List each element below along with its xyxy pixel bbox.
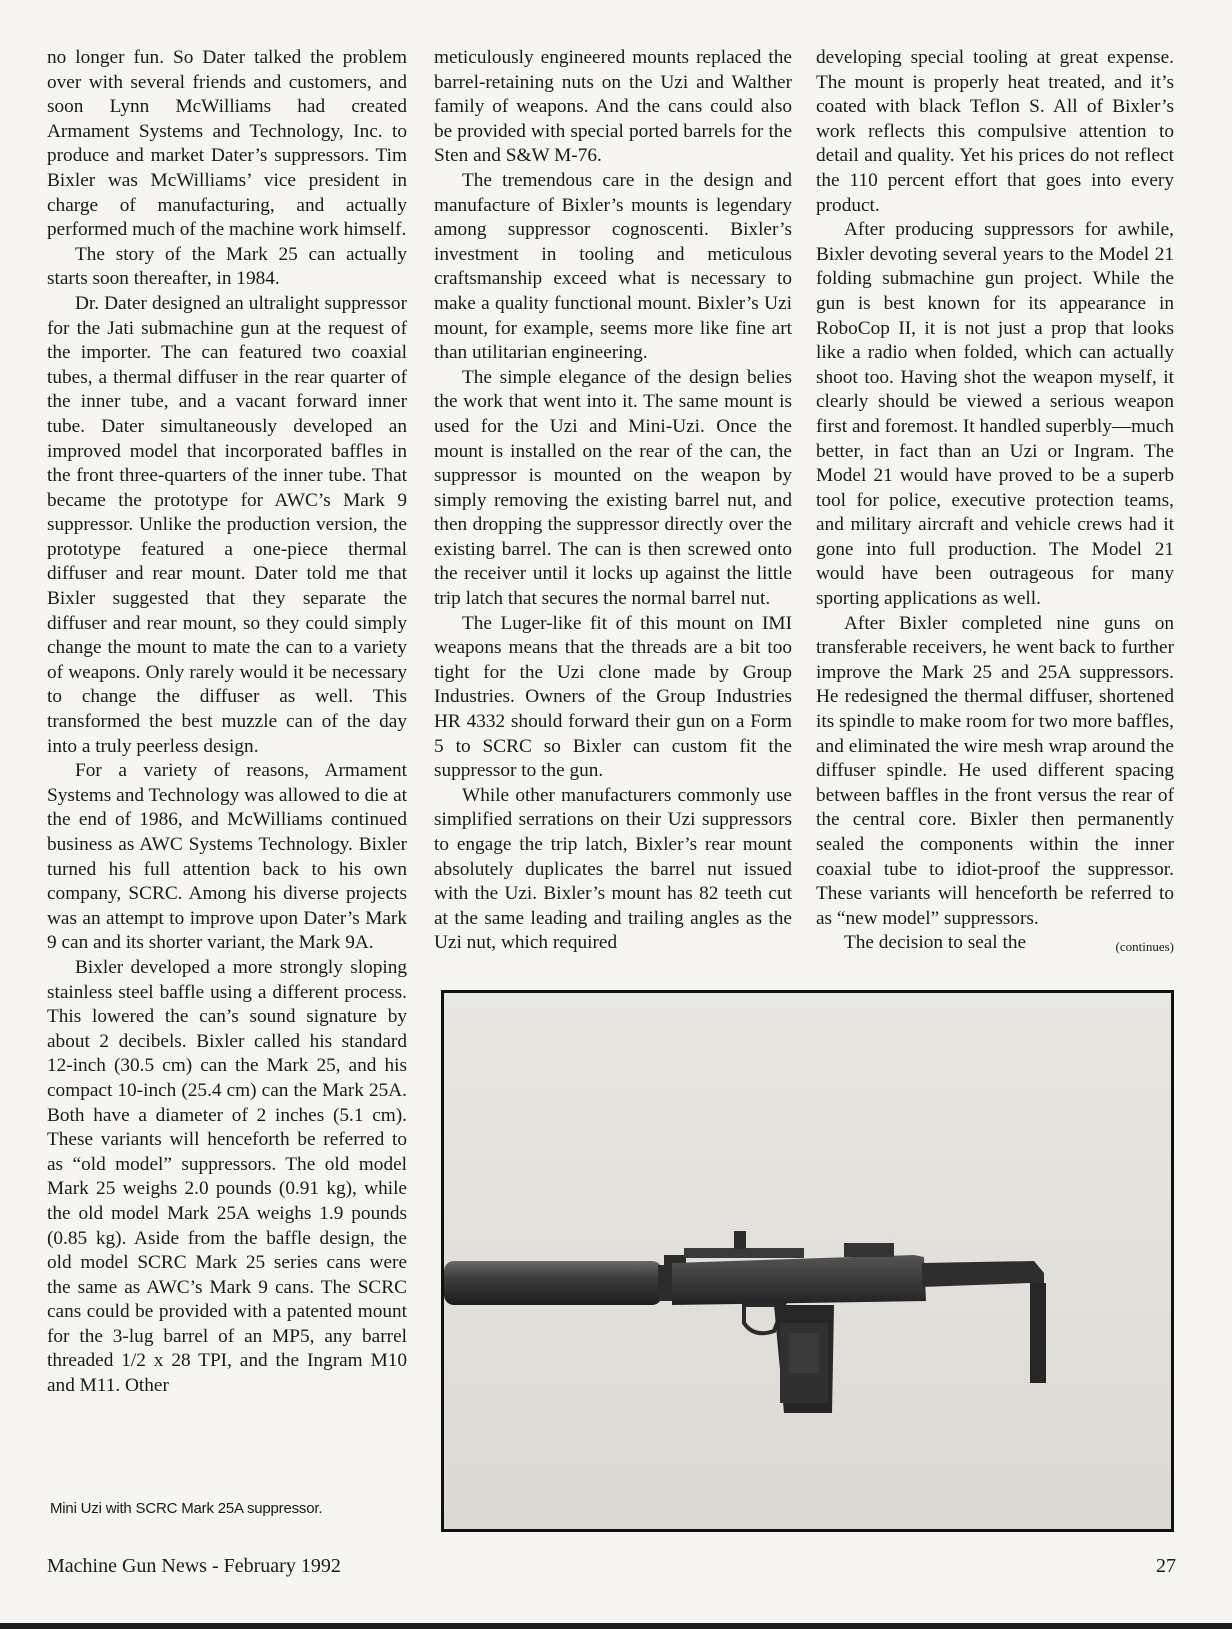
photo-mini-uzi	[441, 990, 1174, 1532]
paragraph: no longer fun. So Dater talked the problem over with several friends and customers, and soon Lynn McWilliams had created Armament Systems and Technology, Inc. to produce and market Dater’s suppressors. Tim Bixler was McWilliams’ vice president in charge of manufacturing, and actually performed much of the machine work himself.	[47, 47, 407, 241]
bottom-border	[0, 1623, 1232, 1629]
continues-label: (continues)	[1115, 939, 1174, 955]
paragraph: Dr. Dater designed an ultralight suppressor for the Jati submachine gun at the request of the importer. The can featured two coaxial tubes, a thermal diffuser in the rear quarter of the inner tube, and a vacant forward inner tube. Dater simultaneously developed an improved model that incorporated baffles in the front three-quarters of the inner tube. That became the prototype for AWC’s Mark 9 suppressor. Unlike the production version, the prototype featured a one-piece thermal diffuser and rear mount. Dater told me that Bixler suggested that they separate the diffuser and rear mount, so they could simply change the mount to mate the can to a variety of weapons. Only rarely would it be necessary to change the diffuser as well. This transformed the best muzzle can of the day into a truly peerless design.	[47, 292, 407, 757]
paragraph: The tremendous care in the design and manufacture of Bixler’s mounts is legendary among suppressor cognoscenti. Bixler’s investment in tooling and meticulous craftsmanship exceed what is necessary to make a quality functional mount. Bixler’s Uzi mount, for example, seems more like fine art than utilitarian engineering.	[434, 169, 792, 364]
paragraph-start: The decision to seal the	[844, 932, 1027, 954]
photo-caption: Mini Uzi with SCRC Mark 25A suppressor.	[50, 1500, 323, 1517]
paragraph: For a variety of reasons, Armament Systems and Technology was allowed to die at the end of 1986, and McWilliams continued business as AWC Systems Technology. Bixler turned his full attention back to his own company, SCRC. Among his diverse projects was an attempt to improve upon Dater’s Mark 9 can and its shorter variant, the Mark 9A.	[47, 760, 407, 954]
paragraph: meticulously engineered mounts replaced the barrel-retaining nuts on the Uzi and Walther family of weapons. And the cans could also be provided with special ported barrels for the Sten and S&W M-76.	[434, 47, 792, 167]
paragraph: Bixler developed a more strongly sloping stainless steel baffle using a different process. This lowered the can’s sound signature by about 2 decibels. Bixler called his standard 12-inch (30.5 cm) can the Mark 25, and his compact 10-inch (25.4 cm) can the Mark 25A. Both have a diameter of 2 inches (5.1 cm). These variants will henceforth be referred to as “old model” suppressors. The old model Mark 25 weighs 2.0 pounds (0.91 kg), while the old model Mark 25A weighs 1.9 pounds (0.85 kg). Aside from the baffle design, the old model SCRC Mark 25 series cans were the same as AWC’s Mark 9 cans. The SCRC cans could be provided with a patented mount for the 3-lug barrel of an MP5, any barrel threaded 1/2 x 28 TPI, and the Ingram M10 and M11. Other	[47, 956, 407, 1397]
paragraph: The story of the Mark 25 can actually starts soon thereafter, in 1984.	[47, 243, 407, 290]
publication-footer: Machine Gun News - February 1992	[47, 1555, 341, 1577]
paragraph: While other manufacturers commonly use simplified serrations on their Uzi suppressors to engage the trip latch, Bixler’s rear mount absolutely duplicates the barrel nut issued with the Uzi. Bixler’s mount has 82 teeth cut at the same leading and trailing angles as the Uzi nut, which required	[434, 784, 792, 954]
paragraph	[816, 931, 1174, 956]
suppressor-shape	[444, 1261, 662, 1305]
paragraph: The Luger-like fit of this mount on IMI weapons means that the threads are a bit too tight for the Uzi clone made by Group Industries. Owners of the Group Industries HR 4332 should forward their gun on a Form 5 to SCRC so Bixler can custom fit the suppressor to the gun.	[434, 612, 792, 782]
receiver-shape	[672, 1255, 926, 1305]
paragraph: After Bixler completed nine guns on transferable receivers, he went back to further improve the Mark 25 and 25A suppressors. He redesigned the thermal diffuser, shortened its spindle to make room for two more baffles, and eliminated the wire mesh wrap around the diffuser spindle. He used different spacing between baffles in the front versus the rear of the central core. Bixler then permanently sealed the components within the inner coaxial tube to idiot-proof the suppressor. These variants will henceforth be referred to as “new model” suppressors.	[816, 612, 1174, 929]
paragraph: The simple elegance of the design belies the work that went into it. The same mount is used for the Uzi and Mini-Uzi. Once the mount is installed on the rear of the can, the suppressor is mounted on the weapon by simply removing the existing barrel nut, and then dropping the suppressor directly over the existing barrel. The can is then screwed onto the receiver until it locks up against the little trip latch that secures the normal barrel nut.	[434, 366, 792, 610]
text-column-1	[47, 46, 407, 1399]
text-column-2	[434, 46, 792, 956]
paragraph: developing special tooling at great expense. The mount is properly heat treated, and it’s coated with black Teflon S. All of Bixler’s work reflects this compulsive attention to detail and quality. Yet his prices do not reflect the 110 percent effort that goes into every product.	[816, 47, 1174, 216]
page-number: 27	[1156, 1555, 1176, 1577]
text-column-3	[816, 46, 1174, 960]
mini-uzi-illustration	[444, 993, 1171, 1529]
paragraph: After producing suppressors for awhile, Bixler devoting several years to the Model 21 folding submachine gun project. While the gun is best known for its appearance in RoboCop II, it is not just a prop that looks like a radio when folded, which can actually shoot too. Having shot the weapon myself, it clearly should be viewed a serious weapon first and foremost. It handled superbly—much better, in fact than an Uzi or Ingram. The Model 21 would have proved to be a superb tool for police, executive protection teams, and military aircraft and vehicle crews had it gone into full production. The Model 21 would have been outrageous for many sporting applications as well.	[816, 219, 1174, 610]
